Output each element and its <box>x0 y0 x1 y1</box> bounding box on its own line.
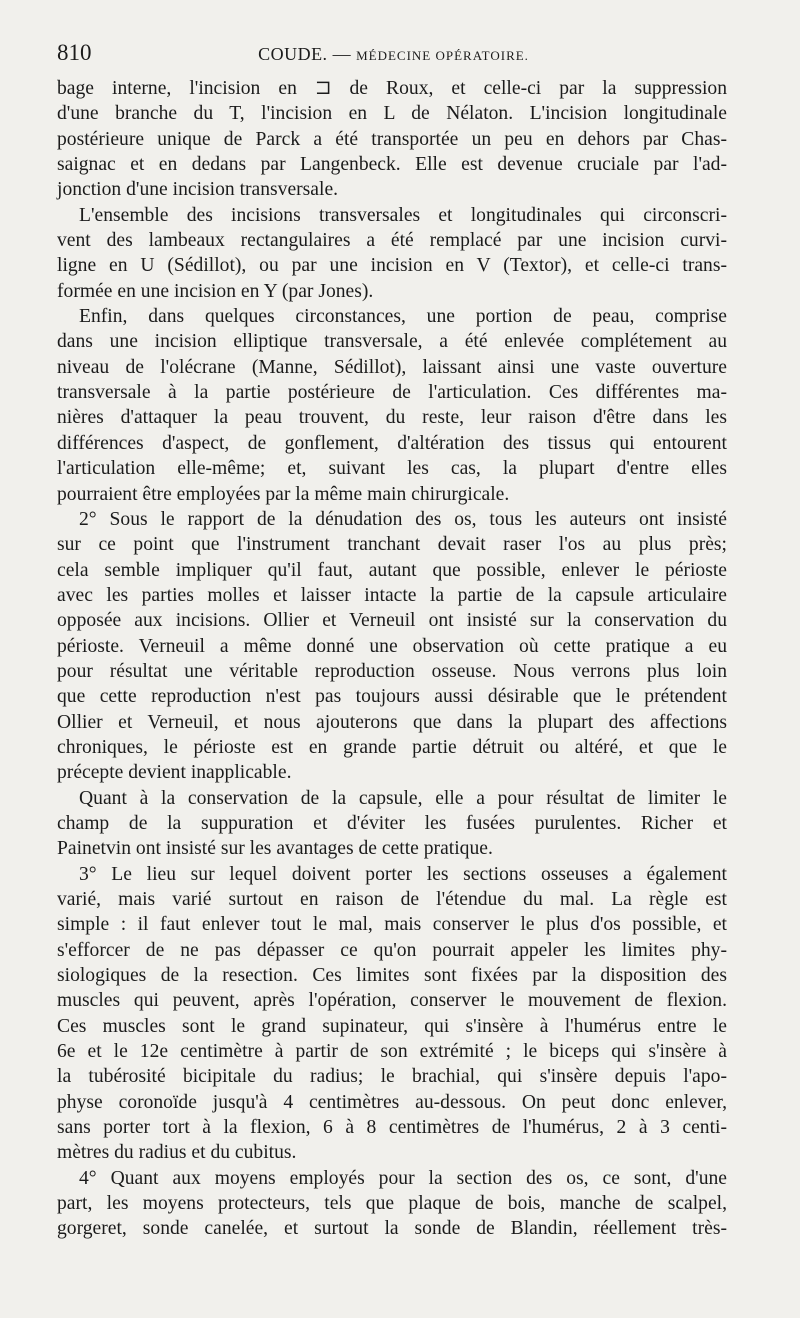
text-line: l'articulation elle-même; et, suivant les cas, la plupart d'entre elles <box>57 458 727 480</box>
text-line: jonction d'une incision transversale. <box>57 179 339 201</box>
text-line: chroniques, le périoste est en grande partie détruit ou altéré, et que le <box>57 736 727 758</box>
text-line: postérieure unique de Parck a été transportée un peu en dehors par Chas- <box>57 128 727 150</box>
running-head-subtitle: MÉDECINE OPÉRATOIRE. <box>356 48 529 63</box>
text-line: 4° Quant aux moyens employés pour la section des os, ce sont, d'une <box>79 1167 727 1189</box>
text-line: Ollier et Verneuil, et nous ajouterons que dans la plupart des affections <box>57 711 727 733</box>
text-line: mètres du radius et du cubitus. <box>57 1142 297 1164</box>
text-line: sans porter tort à la flexion, 6 à 8 centimètres de l'humérus, 2 à 3 centi- <box>57 1117 727 1139</box>
text-line: la tubérosité bicipitale du radius; le brachial, qui s'insère depuis l'apo- <box>57 1066 727 1088</box>
text-line: siologiques de la resection. Ces limites sont fixées par la disposition des <box>57 965 727 987</box>
text-line: Enfin, dans quelques circonstances, une portion de peau, comprise <box>79 306 727 328</box>
text-line: pourraient être employées par la même main chirurgicale. <box>57 483 510 505</box>
text-line: champ de la suppuration et d'éviter les fusées purulentes. Richer et <box>57 812 727 834</box>
body-text <box>57 76 727 1242</box>
text-line: pour résultat une véritable reproduction osseuse. Nous verrons plus loin <box>57 660 727 682</box>
text-line: muscles qui peuvent, après l'opération, conserver le mouvement de flexion. <box>57 990 727 1012</box>
text-line: nières d'attaquer la peau trouvent, du reste, leur raison d'être dans les <box>57 407 727 429</box>
text-line: formée en une incision en Y (par Jones). <box>57 280 374 302</box>
text-line: gorgeret, sonde canelée, et surtout la sonde de Blandin, réellement très- <box>57 1218 727 1240</box>
page-header <box>57 40 730 70</box>
text-line: ligne en U (Sédillot), ou par une incision en V (Textor), et celle-ci trans- <box>57 255 727 277</box>
text-line: niveau de l'olécrane (Manne, Sédillot), laissant ainsi une vaste ouverture <box>57 356 727 378</box>
text-line: opposée aux incisions. Ollier et Verneuil ont insisté sur la conservation du <box>57 610 727 632</box>
text-line: Quant à la conservation de la capsule, elle a pour résultat de limiter le <box>79 787 727 809</box>
text-line: simple : il faut enlever tout le mal, mais conserver le plus d'os possible, et <box>57 914 727 936</box>
text-line: sur ce point que l'instrument tranchant devait raser l'os au plus près; <box>57 534 727 556</box>
text-line: transversale à la partie postérieure de l'articulation. Ces différentes ma- <box>57 382 727 404</box>
text-line: 6e et le 12e centimètre à partir de son extrémité ; le biceps qui s'insère à <box>57 1041 727 1063</box>
text-line: 3° Le lieu sur lequel doivent porter les sections osseuses a également <box>79 863 727 885</box>
running-head-title: COUDE. <box>258 44 328 64</box>
text-line: avec les parties molles et laisser intacte la partie de la capsule articulaire <box>57 584 727 606</box>
text-line: Ces muscles sont le grand supinateur, qui s'insère à l'humérus entre le <box>57 1015 727 1037</box>
text-line: vent des lambeaux rectangulaires a été remplacé par une incision curvi- <box>57 230 727 252</box>
text-line: différences d'aspect, de gonflement, d'altération des tissus qui entourent <box>57 432 727 454</box>
text-line: périoste. Verneuil a même donné une observation où cette pratique a eu <box>57 635 727 657</box>
running-head <box>57 44 730 65</box>
text-line: dans une incision elliptique transversale, a été enlevée complétement au <box>57 331 727 353</box>
text-line: saignac et en dedans par Langenbeck. Elle est devenue cruciale par l'ad- <box>57 154 727 176</box>
text-line: 2° Sous le rapport de la dénudation des os, tous les auteurs ont insisté <box>79 508 727 530</box>
text-line: L'ensemble des incisions transversales et longitudinales qui circonscri- <box>79 204 727 226</box>
text-line: Painetvin ont insisté sur les avantages de cette pratique. <box>57 838 493 860</box>
text-line: cela semble impliquer qu'il faut, autant que possible, enlever le périoste <box>57 559 727 581</box>
running-head-dash: — <box>332 44 352 64</box>
text-line: part, les moyens protecteurs, tels que plaque de bois, manche de scalpel, <box>57 1193 727 1215</box>
text-line: physe coronoïde jusqu'à 4 centimètres au-dessous. On peut donc enlever, <box>57 1091 727 1113</box>
text-line: d'une branche du T, l'incision en L de Nélaton. L'incision longitudinale <box>57 103 727 125</box>
text-line: bage interne, l'incision en ⊐ de Roux, et celle-ci par la suppression <box>57 78 727 99</box>
text-line: s'efforcer de ne pas dépasser ce qu'on pourrait appeler les limites phy- <box>57 939 727 961</box>
text-line: varié, mais varié surtout en raison de l'étendue du mal. La règle est <box>57 889 727 910</box>
page-number: 810 <box>57 40 92 65</box>
text-line: que cette reproduction n'est pas toujours aussi désirable que le prétendent <box>57 686 727 708</box>
text-line: précepte devient inapplicable. <box>57 762 292 784</box>
